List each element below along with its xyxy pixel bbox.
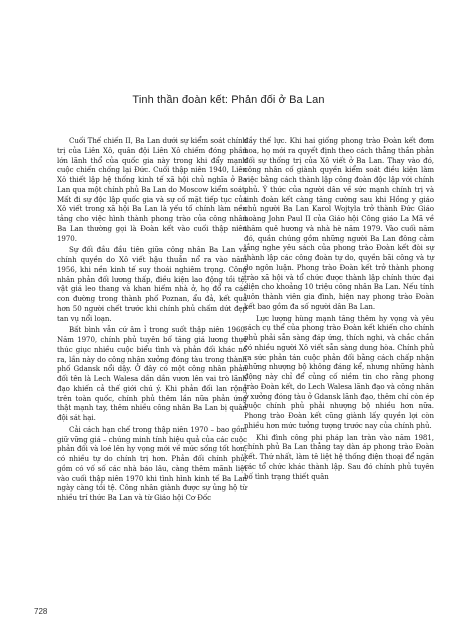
left-column bbox=[57, 136, 247, 503]
page-title: Tinh thần đoàn kết: Phản đối ở Ba Lan bbox=[132, 94, 325, 106]
paragraph: Lực lượng hùng mạnh tăng thêm hy vọng và yêu sách cụ thể của phong trào Đoàn kết khiến cho chính phủ phải sẵn sàng đáp ứng, thích nghi, và chắc chắn có nhiều người Xô viết sẵn sàng dung hòa. Chính phủ ra sức phản tán cuộc phản đối bằng cách chấp nhận những nhượng bộ không đáng kể, nhưng những hành động này chỉ để củng cố niềm tin cho rằng phong trào Đoàn kết, do Lech Walesa lãnh đạo và công nhân ở xưởng đóng tàu ở Gdansk lãnh đạo, thêm chí còn ép buộc chính phủ phải nhượng bộ nhiều hơn nữa. Phong trào Đoàn kết cũng giành lấy quyền lợi còn nhiều hơn mức tưởng tượng trước nay của chính phủ. bbox=[244, 313, 434, 430]
paragraph: Sự đối đầu đầu tiên giữa công nhân Ba Lan và chính quyền do Xô viết hậu thuẫn nổ ra vào năm 1956, khi nền kinh tế suy thoái nghiêm trọng. Công nhân phản đối lương thấp, điều kiện lao động tồi tệ, vật giá leo thang và khan hiếm nhà ở, họ đổ ra các con đường trong thành phố Poznan, ẩu đả, kết quả hơn 50 người chết trước khi chính phủ chấm dứt đẹp tan vụ nổi loạn. bbox=[57, 245, 247, 323]
paragraph: đầy thế lực. Khi hai giống phong trào Đoàn kết đơm hoa, họ mới ra quyết định theo cách thẳng thắn phản đối sự thống trị của Xô viết ở Ba Lan. Thay vào đó, công nhân cố giành quyền kiểm soát điều kiện làm việc bằng cách thành lập công đoàn độc lập với chính phủ. Ý thức của người dân về sức mạnh chính trị và tinh đoàn kết càng tăng cường sau khi Hồng y giáo chủ người Ba Lan Karol Wojtyla trở thành Đức Giáo hoàng John Paul II của Giáo hội Công giáo La Mã về thăm quê hương và nhà hè năm 1979. Vào cuối năm đó, quần chúng gồm những người Ba Lan đông cảm lắng nghe yêu sách của phong trào Đoàn kết đòi sự thành lập các công đoàn tự do, quyền bãi công và tự do ngôn luận. Phong trào Đoàn kết trở thành phong trào xã hội và tổ chức được thành lập chính thức đại diện cho khoảng 10 triệu công nhân Ba Lan. Nếu tính luôn thành viên gia đình, hiện nay phong trào Đoàn kết bao gồm đa số người dân Ba Lan. bbox=[244, 136, 434, 311]
paragraph: Bất bình vẫn cứ âm ỉ trong suốt thập niên 1960. Năm 1970, chính phủ tuyên bố tăng giá lương thực thúc giục nhiều cuộc biểu tình và phản đối khác nổ ra, lần này do công nhân xưởng đóng tàu trong thành phố Gdansk nổi dậy. Ở đây có một công nhân phản đối tên là Lech Walesa dần dần vươn lên vai trò lãnh đạo khiến cả thế giới chú ý. Khi phản đối lan rộng trên toàn quốc, chính phủ thêm lần nữa phản ứng thật mạnh tay, thêm nhiều công nhân Ba Lan bị quân đội sát hại. bbox=[57, 325, 247, 422]
paragraph: Cải cách hạn chế trong thập niên 1970 – bao gồm giữ vững giá – chúng minh tính hiệu quả của các cuộc phản đối và loé lên hy vọng mới về mức sống tốt hơn, có nhiều tự do chính trị hơn. Phản đối chính phủ, gồm có vố số các nhà báo lâu, càng thêm mãnh liệt vào cuối thập niên 1970 khi tình hình kinh tế Ba Lan ngày càng tồi tệ. Công nhân giành được sự ủng hộ từ nhiều trí thức Ba Lan và từ Giáo hội Cơ Đốc bbox=[57, 424, 247, 502]
page-number: 728 bbox=[34, 607, 48, 616]
paragraph: Cuối Thế chiến II, Ba Lan dưới sự kiểm soát chính trị của Liên Xô, quân đội Liên Xô chiếm đóng phần lớn lãnh thổ của quốc gia này trong khi đẩy mạnh cuộc chiến chống lại Đức. Cuối thập niên 1940, Liên Xô thiết lập hệ thống kinh tế xã hội chủ nghĩa ở Ba Lan qua một chính phủ Ba Lan do Moscow kiểm soát. Mất đi sự độc lập quốc gia và sự cố mặt tiếp tục của Xô viết trong xã hội Ba Lan là yếu tố chính làm nền tảng cho việc hình thành phong trào của công nhân Ba Lan thường gọi là Đoàn kết vào cuối thập niên 1970. bbox=[57, 136, 247, 243]
paragraph: Khi đình công phi pháp lan tràn vào năm 1981, chính phủ Ba Lan thẳng tay dàn áp phong trào Đoàn kết. Thứ nhất, làm tê liệt hệ thống điện thoại để ngăn các tổ chức khác thành lập. Sau đó chính phủ tuyên bố tình trạng thiết quân bbox=[244, 432, 434, 481]
right-column bbox=[244, 136, 434, 481]
